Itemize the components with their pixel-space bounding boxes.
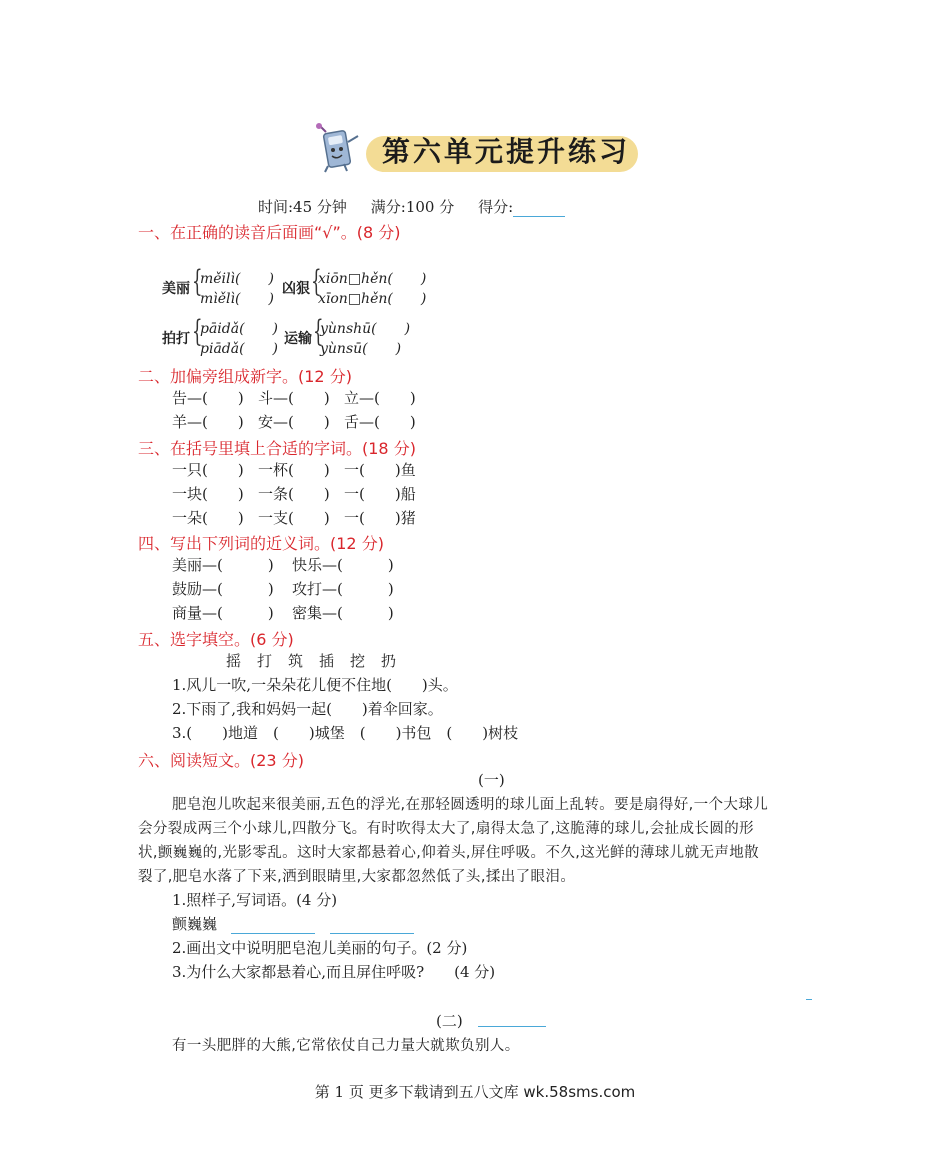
exam-info <box>258 196 565 217</box>
part-2-label: (二) <box>436 1012 463 1030</box>
footer-site-link[interactable]: wk.58sms.com <box>523 1083 636 1101</box>
page-footer <box>0 1081 950 1102</box>
fill-row: 一朵( ) 一支( ) 一( )猪 <box>172 509 416 527</box>
section-3-heading: 三、在括号里填上合适的字词。(18 分) <box>138 439 416 458</box>
synonym-row: 商量—( ) 密集—( ) <box>172 604 394 622</box>
section-5-heading: 五、选字填空。(6 分) <box>138 630 294 649</box>
section-1-heading: 一、在正确的读音后面画“√”。(8 分) <box>138 223 401 242</box>
full-score-label: 满分:100 分 <box>370 198 455 216</box>
passage2-line: 有一头肥胖的大熊,它常依仗自己力量大就欺负别人。 <box>172 1038 520 1054</box>
pinyin-option[interactable]: pāidǎ( ) <box>200 321 279 337</box>
pinyin-option[interactable]: měilì( ) <box>200 271 274 287</box>
fill-row: 一只( ) 一杯( ) 一( )鱼 <box>172 461 416 479</box>
pinyin-option[interactable]: yùnsū( ) <box>320 341 402 357</box>
passage-line: 肥皂泡儿吹起来很美丽,五色的浮光,在那轻圆透明的球儿面上乱转。要是扇得好,一个大球儿 <box>172 797 769 813</box>
reading-question-3: 3.为什么大家都悬着心,而且屏住呼吸? (4 分) <box>172 963 496 981</box>
section-4-heading: 四、写出下列词的近义词。(12 分) <box>138 534 384 553</box>
pinyin-option[interactable]: mìělì( ) <box>200 291 274 307</box>
margin-mark <box>806 999 812 1000</box>
title-blank[interactable] <box>478 1026 546 1027</box>
section-6-heading: 六、阅读短文。(23 分) <box>138 751 304 770</box>
time-label: 时间:45 分钟 <box>258 198 347 216</box>
example-word: 颤巍巍 <box>172 915 218 933</box>
part-1-label: (一) <box>478 771 505 789</box>
answer-blank[interactable] <box>330 919 414 934</box>
radical-row: 羊—( ) 安—( ) 舌—( ) <box>172 413 416 431</box>
word-bank: 摇 打 筑 插 挖 扔 <box>226 652 397 670</box>
answer-blank[interactable] <box>231 919 315 934</box>
page-title: 第六单元提升练习 <box>382 135 631 168</box>
fill-row: 一块( ) 一条( ) 一( )船 <box>172 485 416 503</box>
score-label: 得分: <box>478 198 514 216</box>
example-row <box>172 913 414 934</box>
pinyin-option[interactable]: xiōn□hěn( ) <box>318 271 427 287</box>
radical-row: 告—( ) 斗—( ) 立—( ) <box>172 389 416 407</box>
pinyin-option[interactable]: piādǎ( ) <box>200 341 279 357</box>
synonym-row: 美丽—( ) 快乐—( ) <box>172 556 394 574</box>
passage-line: 状,颤巍巍的,光影零乱。这时大家都悬着心,仰着头,屏住呼吸。不久,这光鲜的薄球儿就无声地散 <box>138 845 760 861</box>
title-banner <box>312 122 642 174</box>
passage-line: 裂了,肥皂水落了下来,洒到眼睛里,大家都忽然低了头,揉出了眼泪。 <box>138 869 576 885</box>
book-mascot-icon <box>312 122 368 174</box>
reading-question-1: 1.照样子,写词语。(4 分) <box>172 891 338 909</box>
fill-question-3[interactable]: 3.( )地道 ( )城堡 ( )书包 ( )树枝 <box>172 724 519 742</box>
pinyin-option[interactable]: yùnshū( ) <box>320 321 411 337</box>
fill-question-2[interactable]: 2.下雨了,我和妈妈一起( )着伞回家。 <box>172 700 443 718</box>
passage-line: 会分裂成两三个小球儿,四散分飞。有时吹得太大了,扇得太急了,这脆薄的球儿,会扯成长圆的形 <box>138 821 755 837</box>
synonym-row: 鼓励—( ) 攻打—( ) <box>172 580 394 598</box>
reading-question-2: 2.画出文中说明肥皂泡儿美丽的句子。(2 分) <box>172 939 468 957</box>
score-blank[interactable] <box>513 202 565 217</box>
pinyin-option[interactable]: xīon□hěn( ) <box>318 291 427 307</box>
footer-page: 第 1 页 更多下载请到五八文库 <box>314 1083 519 1101</box>
section-2-heading: 二、加偏旁组成新字。(12 分) <box>138 367 352 386</box>
fill-question-1[interactable]: 1.风儿一吹,一朵朵花儿便不住地( )头。 <box>172 676 458 694</box>
